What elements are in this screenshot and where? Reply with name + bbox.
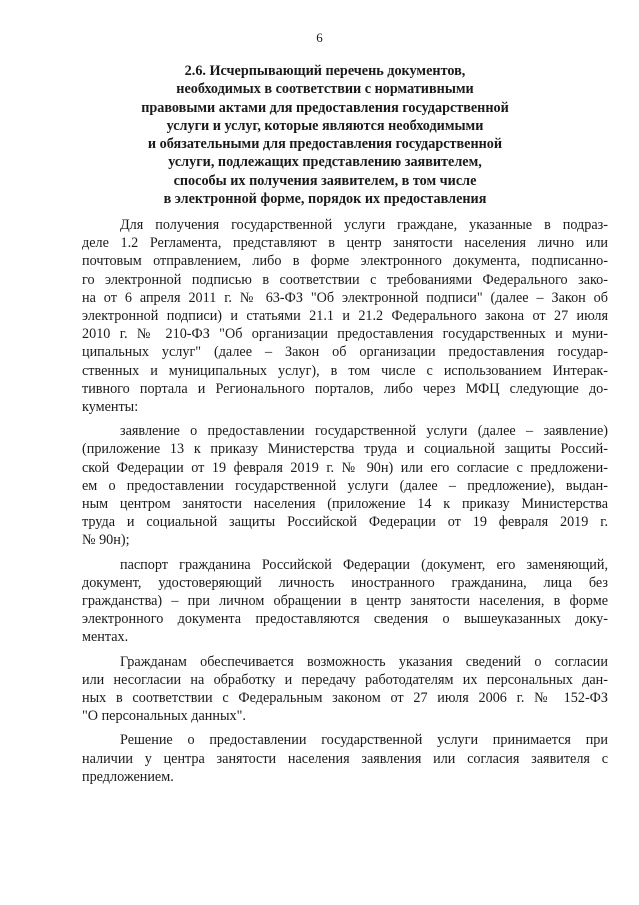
text-line: деле 1.2 Регламента, представляют в центр занятости населения лично или bbox=[82, 235, 608, 252]
text-line: гражданства) – при личном обращении в центр занятости населения, в форме bbox=[82, 593, 608, 610]
text-line: ской Федерации от 19 февраля 2019 г. № 90н) или его согласие с предложени- bbox=[82, 459, 608, 476]
text-line: Для получения государственной услуги граждане, указанные в подраз- bbox=[120, 217, 608, 233]
text-line: ципальных услуг" (далее – Закон об организации предоставления государ- bbox=[82, 344, 608, 361]
text-line: ным центром занятости населения (приложение 14 к приказу Министерства bbox=[82, 496, 608, 513]
section-heading bbox=[90, 62, 560, 208]
text-line: электронной подписи) и статьями 21.1 и 21.2 Федерального закона от 27 июля bbox=[82, 308, 608, 325]
heading-line: правовыми актами для предоставления государственной bbox=[141, 99, 509, 116]
text-line: на от 6 апреля 2011 г. № 63-ФЗ "Об электронной подписи" (далее – Закон об bbox=[82, 289, 608, 306]
heading-line: 2.6. Исчерпывающий перечень документов, bbox=[184, 63, 466, 79]
text-line: ем о предоставлении государственной услуги (далее – предложение), выдан- bbox=[82, 477, 608, 494]
paragraph-passport-item bbox=[82, 556, 608, 647]
page-number: 6 bbox=[316, 30, 323, 45]
heading-line: необходимых в соответствии с нормативными bbox=[176, 81, 474, 98]
text-line: кументы: bbox=[82, 399, 139, 416]
text-line: (приложение 13 к приказу Министерства труда и социальной защиты Россий- bbox=[82, 441, 608, 458]
text-line: 2010 г. № 210-ФЗ "Об организации предоставления государственных и муни- bbox=[82, 326, 608, 343]
text-line: го электронной подписью в соответствии с требованиями Федерального зако- bbox=[82, 271, 608, 288]
paragraph-application-item bbox=[82, 422, 608, 549]
document-body bbox=[82, 216, 608, 792]
heading-line: услуги и услуг, которые являются необходимыми bbox=[166, 117, 484, 134]
text-line: тивного портала и Регионального порталов, либо через МФЦ следующие до- bbox=[82, 380, 608, 397]
text-line: заявление о предоставлении государственной услуги (далее – заявление) bbox=[120, 423, 608, 440]
text-line: "О персональных данных". bbox=[82, 708, 246, 725]
text-line: ственных и муниципальных услуг), в том числе с использованием Интерак- bbox=[82, 362, 608, 379]
text-line: или несогласии на обработку и передачу работодателям их персональных дан- bbox=[82, 671, 608, 688]
text-line: Решение о предоставлении государственной услуги принимается при bbox=[120, 732, 608, 749]
text-line: предложением. bbox=[82, 768, 174, 785]
text-line: электронного документа предоставляются сведения о вышеуказанных доку- bbox=[82, 611, 608, 628]
text-line: ных в соответствии с Федеральным законом от 27 июля 2006 г. № 152-ФЗ bbox=[82, 690, 608, 707]
text-line: № 90н); bbox=[82, 532, 130, 549]
text-line: наличии у центра занятости населения заявления или согласия заявителя с bbox=[82, 750, 608, 767]
text-line: ментах. bbox=[82, 629, 129, 646]
text-line: паспорт гражданина Российской Федерации (документ, его заменяющий, bbox=[120, 556, 608, 573]
paragraph-documents-intro bbox=[82, 216, 608, 416]
heading-line: и обязательными для предоставления государственной bbox=[147, 136, 503, 153]
paragraph-personal-data bbox=[82, 653, 608, 726]
text-line: труда и социальной защиты Российской Федерации от 19 февраля 2019 г. bbox=[82, 514, 608, 531]
heading-line: способы их получения заявителем, в том числе bbox=[173, 172, 477, 189]
paragraph-decision bbox=[82, 731, 608, 786]
text-line: Гражданам обеспечивается возможность указания сведений о согласии bbox=[120, 653, 608, 670]
text-line: почтовым отправлением, либо в форме электронного документа, подписанно- bbox=[82, 253, 608, 270]
text-line: документ, удостоверяющий личность иностранного гражданина, лица без bbox=[82, 574, 608, 591]
heading-line: услуги, подлежащих представлению заявителем, bbox=[168, 154, 482, 171]
heading-line: в электронной форме, порядок их предоставления bbox=[163, 191, 487, 208]
